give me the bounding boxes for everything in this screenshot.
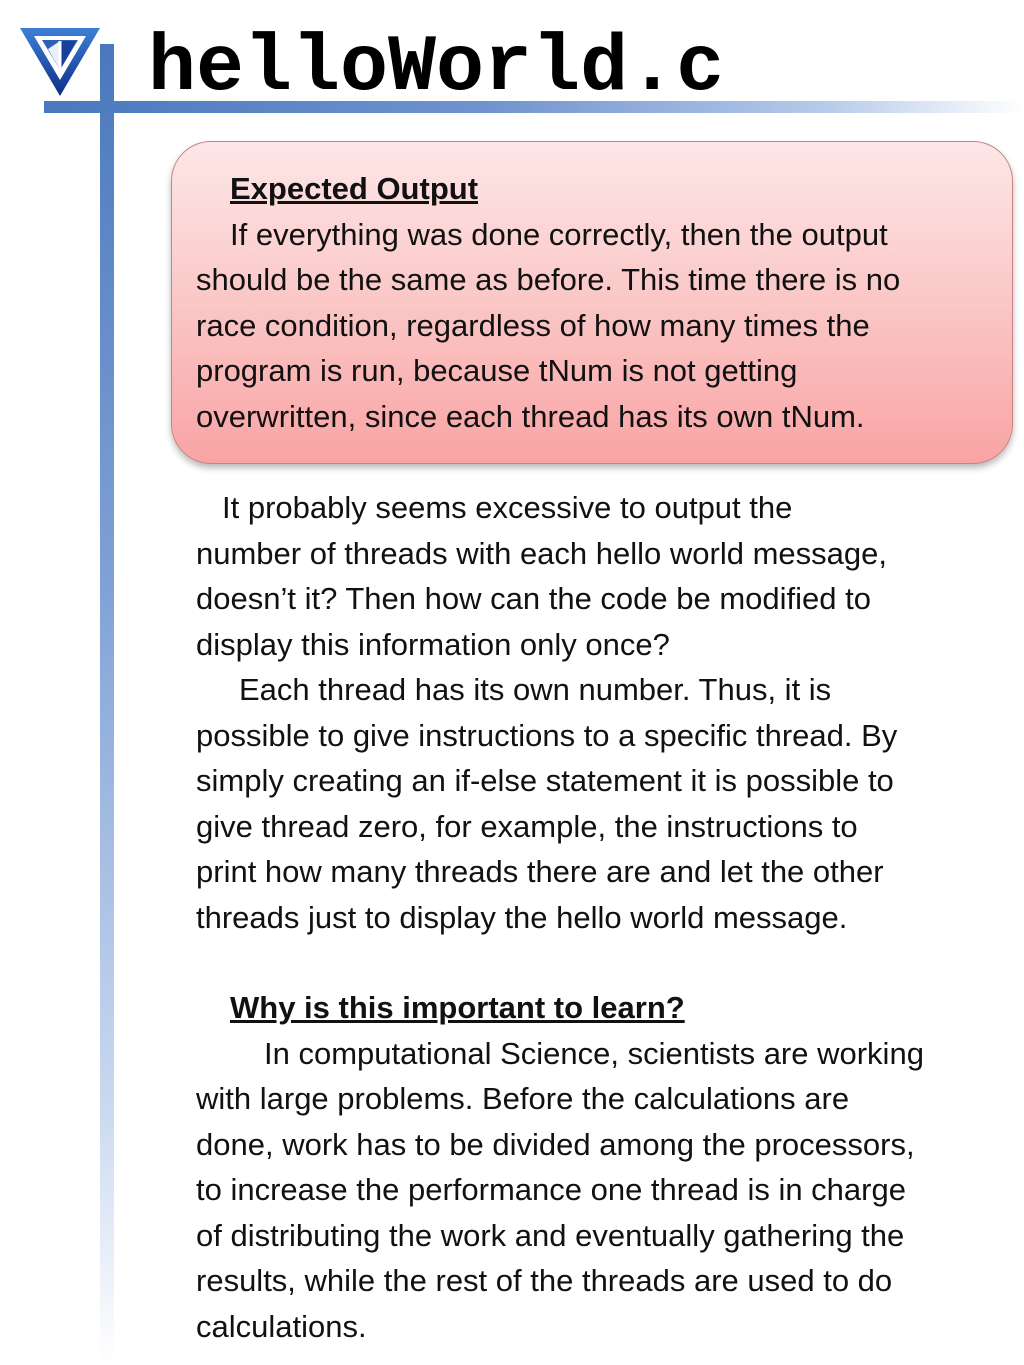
slide-title: helloWorld.c (148, 23, 725, 114)
body-line: give thread zero, for example, the instructions to (196, 808, 858, 844)
importance-line: to increase the performance one thread is in charge (196, 1172, 906, 1207)
expected-output-text (196, 166, 1016, 439)
body-line: possible to give instructions to a specific thread. By (196, 717, 898, 753)
importance-line: done, work has to be divided among the processors, (196, 1126, 915, 1162)
body-line: Each thread has its own number. Thus, it is (239, 672, 832, 707)
callout-line: program is run, because tNum is not getting (196, 353, 798, 388)
body-line: print how many threads there are and let the other (196, 854, 884, 889)
callout-line: race condition, regardless of how many times the (196, 307, 870, 343)
vertical-accent-bar (100, 44, 114, 1365)
body-line: It probably seems excessive to output the (222, 490, 793, 525)
callout-line: should be the same as before. This time there is no (196, 262, 901, 297)
body-line: number of threads with each hello world message, (196, 535, 887, 571)
importance-line: calculations. (196, 1308, 367, 1344)
callout-line: If everything was done correctly, then the output (230, 216, 888, 252)
expected-output-heading: Expected Output (230, 171, 479, 206)
importance-heading: Why is this important to learn? (230, 990, 685, 1025)
body-line: doesn’t it? Then how can the code be modified to (196, 581, 871, 616)
body-paragraphs (196, 485, 1016, 940)
importance-line: results, while the rest of the threads are used to do (196, 1263, 893, 1298)
importance-line: with large problems. Before the calculations are (196, 1081, 850, 1116)
body-line: threads just to display the hello world message. (196, 899, 848, 935)
body-line: simply creating an if-else statement it is possible to (196, 763, 894, 798)
callout-line: overwritten, since each thread has its own tNum. (196, 398, 865, 434)
importance-section (196, 985, 1016, 1349)
importance-line: In computational Science, scientists are working (264, 1035, 924, 1071)
importance-line: of distributing the work and eventually gathering the (196, 1217, 905, 1253)
blue-triangle-logo-icon (18, 24, 102, 98)
body-line: display this information only once? (196, 626, 670, 662)
